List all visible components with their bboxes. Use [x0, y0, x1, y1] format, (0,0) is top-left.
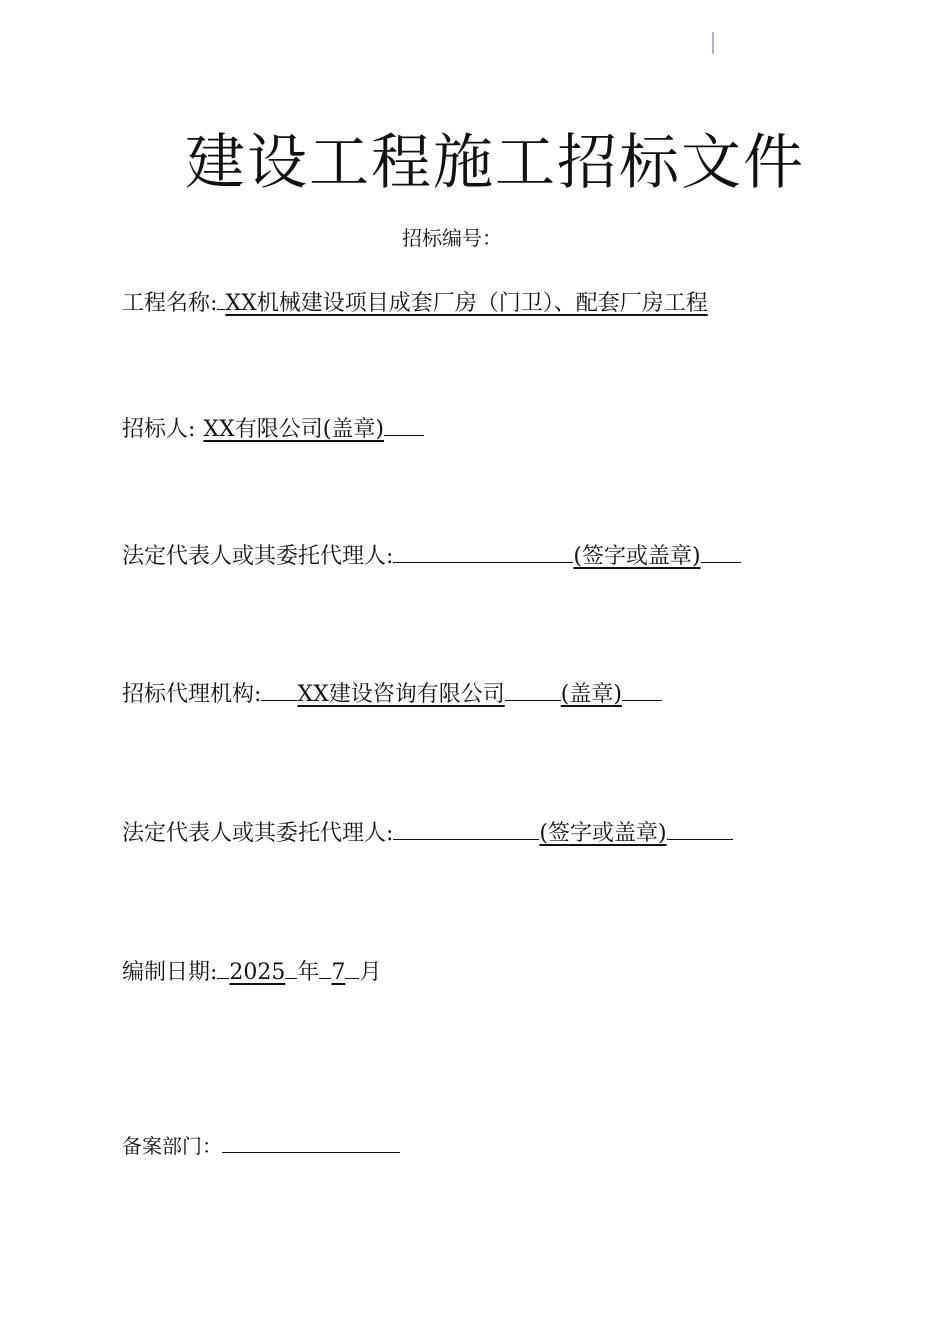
underline-gap [345, 954, 359, 979]
agency-rep-field [122, 815, 733, 849]
agency-suffix: (盖章) [560, 682, 622, 707]
agency-field [122, 676, 662, 710]
tenderer-value: XX有限公司(盖章) [203, 417, 384, 442]
date-field [122, 954, 381, 988]
underline-tail [622, 676, 662, 701]
date-year: 2025 [229, 960, 286, 985]
date-year-unit: 年 [297, 960, 320, 985]
tenderer-label: 招标人: [122, 417, 196, 442]
tenderer-field [122, 411, 424, 445]
text-cursor-mark [712, 32, 714, 54]
underline-tail [384, 411, 424, 436]
document-title: 建设工程施工招标文件 [185, 128, 805, 198]
underline-gap [319, 954, 331, 979]
agency-rep-signature-blank[interactable] [393, 815, 539, 840]
bid-number-label: 招标编号： [402, 226, 502, 250]
date-label: 编制日期: [122, 960, 218, 985]
agency-rep-label: 法定代表人或其委托代理人: [122, 821, 394, 846]
filing-dept-label: 备案部门： [122, 1134, 222, 1158]
date-month: 7 [331, 960, 346, 985]
project-name-value: XX机械建设项目成套厂房（门卫）、配套厂房工程 [225, 291, 708, 316]
project-name-field [122, 285, 708, 319]
underline-gap [505, 676, 561, 701]
agency-value: XX建设咨询有限公司 [297, 682, 505, 707]
tenderer-rep-suffix: (签字或盖章) [573, 544, 701, 569]
filing-dept-field [122, 1128, 400, 1161]
agency-label: 招标代理机构: [122, 682, 262, 707]
tenderer-rep-signature-blank[interactable] [393, 538, 573, 563]
tenderer-rep-field [122, 538, 741, 572]
filing-dept-blank[interactable] [222, 1128, 400, 1153]
agency-rep-suffix: (签字或盖章) [539, 821, 667, 846]
underline-gap [217, 954, 229, 979]
project-name-label: 工程名称: [122, 291, 218, 316]
underline-tail [701, 538, 741, 563]
underline-gap [261, 676, 297, 701]
tenderer-rep-label: 法定代表人或其委托代理人: [122, 544, 394, 569]
date-month-unit: 月 [359, 960, 382, 985]
underline-gap [285, 954, 297, 979]
underline-tail [667, 815, 733, 840]
